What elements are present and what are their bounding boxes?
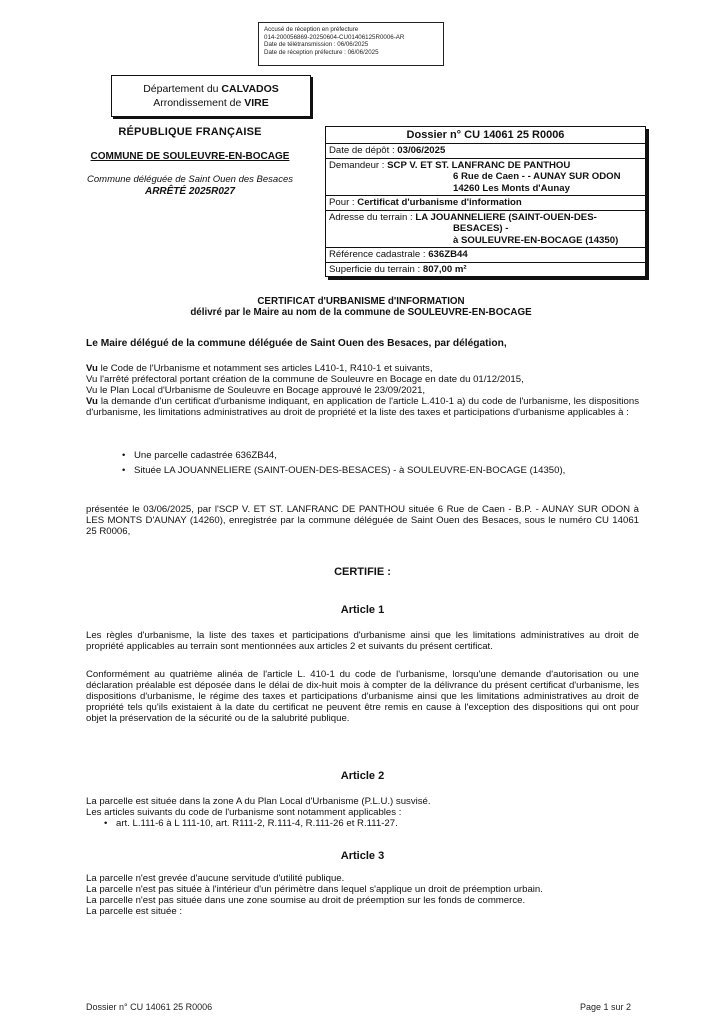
cadastral-row [326,247,645,262]
applicant-address-1: 6 Rue de Caen - - AUNAY SUR ODON [453,171,621,182]
dossier-box [325,126,646,277]
applicant-value: SCP V. ET ST. LANFRANC DE PANTHOU [387,159,571,171]
pour-row [326,195,645,210]
article-2-body [86,796,639,829]
certificate-title-line-2: délivré par le Maire au nom de la commune de SOULEUVRE-EN-BOCAGE [190,307,532,318]
vu-keyword: Vu [86,396,98,407]
surface-label: Superficie du terrain : [329,263,423,275]
stamp-line: 014-200056869-20250604-CU01406125R0006-AR [264,33,405,41]
date-row [326,143,645,158]
vu-line [86,396,639,418]
terrain-label: Adresse du terrain : [329,211,416,223]
vu-section [86,363,639,418]
footer-dossier: Dossier n° CU 14061 25 R0006 [86,1002,213,1012]
article-2-bullet: • art. L.111-6 à L 111-10, art. R111-2, R.111-4, R.111-26 et R.111-27. [86,818,639,829]
terrain-value-1: LA JOUANNELIERE (SAINT-OUEN-DES- [415,211,597,223]
department-name: CALVADOS [221,83,279,95]
article-1-p1: Les règles d'urbanisme, la liste des taxes et participations d'urbanisme ainsi que les limitations administratives au droit de propriété applicables au terrain sont mentionnées aux articles 2 et suivants du présent certificat. [86,630,639,652]
vu-line [86,363,639,374]
applicant-label: Demandeur : [329,159,388,171]
stamp-line: Accusé de réception en préfecture [264,26,359,33]
pour-label: Pour : [329,197,358,208]
arrondissement-line [112,96,310,110]
reception-stamp [258,22,444,66]
parcel-bullet: • Située LA JOUANNELIERE (SAINT-OUEN-DES-BESACES) - à SOULEUVRE-EN-BOCAGE (14350), [104,465,639,476]
article-2-line: La parcelle est située dans la zone A du Plan Local d'Urbanisme (P.L.U.) susvisé. [86,796,431,807]
article-3-title: Article 3 [340,850,385,862]
certifie-heading: CERTIFIE : [334,566,391,578]
dossier-title: Dossier n° CU 14061 25 R0006 [406,129,565,141]
certificate-title-line-1: CERTIFICAT d'URBANISME d'INFORMATION [257,296,465,307]
department-box [111,75,311,117]
maire-statement: Le Maire délégué de la commune déléguée de Saint Ouen des Besaces, par délégation, [86,338,507,349]
cadastral-label: Référence cadastrale : [329,249,429,260]
terrain-row [326,210,645,248]
stamp-line: Date de réception préfecture : 06/06/2025 [264,48,379,56]
article-3-line: La parcelle n'est grevée d'aucune servitude d'utilité publique. [86,873,345,884]
article-1-title: Article 1 [340,604,385,616]
article-3-body [86,873,639,917]
article-1-p2: Conformément au quatrième alinéa de l'article L. 410-1 du code de l'urbanisme, lorsqu'une demande d'autorisation ou une déclaration préalable est déposée dans le délai de dix-huit mois à compter de la délivrance du présent certificat d'urbanisme, les dispositions d'urbanisme, le régime des taxes et participations d'urbanisme ainsi que les limitations administratives au droit de propriété tels qu'ils existaient à la date du certificat ne peuvent être remis en cause à l'exception des dispositions qui ont pour objet la préservation de la sécurité ou de la salubrité publique. [86,669,639,724]
date-label: Date de dépôt : [329,145,398,156]
terrain-value-3: à SOULEUVRE-EN-BOCAGE (14350) [453,234,619,246]
terrain-value-2: BESACES) - [453,223,509,234]
arrondissement-name: VIRE [244,97,269,109]
presented-paragraph: présentée le 03/06/2025, par l'SCP V. ET ST. LANFRANC DE PANTHOU située 6 Rue de Caen - B.P. - AUNAY SUR ODON à LES MONTS D'AUNAY (14260), enregistrée par la commune déléguée de Saint Ouen des Besaces, sous le numéro CU 14061 25 R0006, [86,504,639,537]
vu-line: Vu l'arrêté préfectoral portant création de la commune de Souleuvre en Bocage en date du 01/12/2015, [86,374,524,385]
left-header [60,126,320,197]
republic-title: RÉPUBLIQUE FRANÇAISE [118,126,262,138]
cadastral-value: 636ZB44 [428,249,468,260]
parcel-list [104,450,639,476]
delegated-commune: Commune déléguée de Saint Ouen des Besaces [87,174,293,185]
applicant-row [326,158,645,196]
applicant-address-2: 14260 Les Monts d'Aunay [453,182,570,194]
stamp-line: Date de télétransmission : 06/06/2025 [264,41,369,49]
commune-title: COMMUNE DE SOULEUVRE-EN-BOCAGE [90,151,290,162]
certificate-title [88,296,634,318]
article-3-line: La parcelle est située : [86,906,182,917]
vu-text: le Code de l'Urbanisme et notamment ses articles L410-1, R410-1 et suivants, [97,363,433,374]
footer-page-number: Page 1 sur 2 [580,1002,632,1012]
surface-value: 807,00 m² [422,263,467,275]
vu-line: Vu le Plan Local d'Urbanisme de Souleuvre en Bocage approuvé le 23/09/2021, [86,385,426,396]
vu-keyword: Vu [86,363,98,374]
article-3-line: La parcelle n'est pas située à l'intérieur d'un périmètre dans lequel s'applique un droit de préemption urbain. [86,884,543,895]
arrondissement-prefix: Arrondissement de [153,97,245,109]
department-prefix: Département du [143,83,222,95]
date-value: 03/06/2025 [397,145,446,156]
pour-value: Certificat d'urbanisme d'information [357,197,522,208]
arrete-number: ARRÊTÉ 2025R027 [144,186,236,197]
parcel-bullet: • Une parcelle cadastrée 636ZB44, [104,450,639,461]
article-2-title: Article 2 [340,770,385,782]
article-2-line: Les articles suivants du code de l'urbanisme sont notamment applicables : [86,807,402,818]
vu-text: la demande d'un certificat d'urbanisme indiquant, en application de l'article L.410-1 a) du code de l'urbanisme, les dispositions d'urbanisme, les limitations administratives au droit de propriété et la liste des taxes et participations d'urbanisme applicables à : [86,396,639,418]
department-line [112,82,310,96]
surface-row [326,262,645,277]
article-3-line: La parcelle n'est pas située dans une zone soumise au droit de préemption sur les fonds de commerce. [86,895,526,906]
